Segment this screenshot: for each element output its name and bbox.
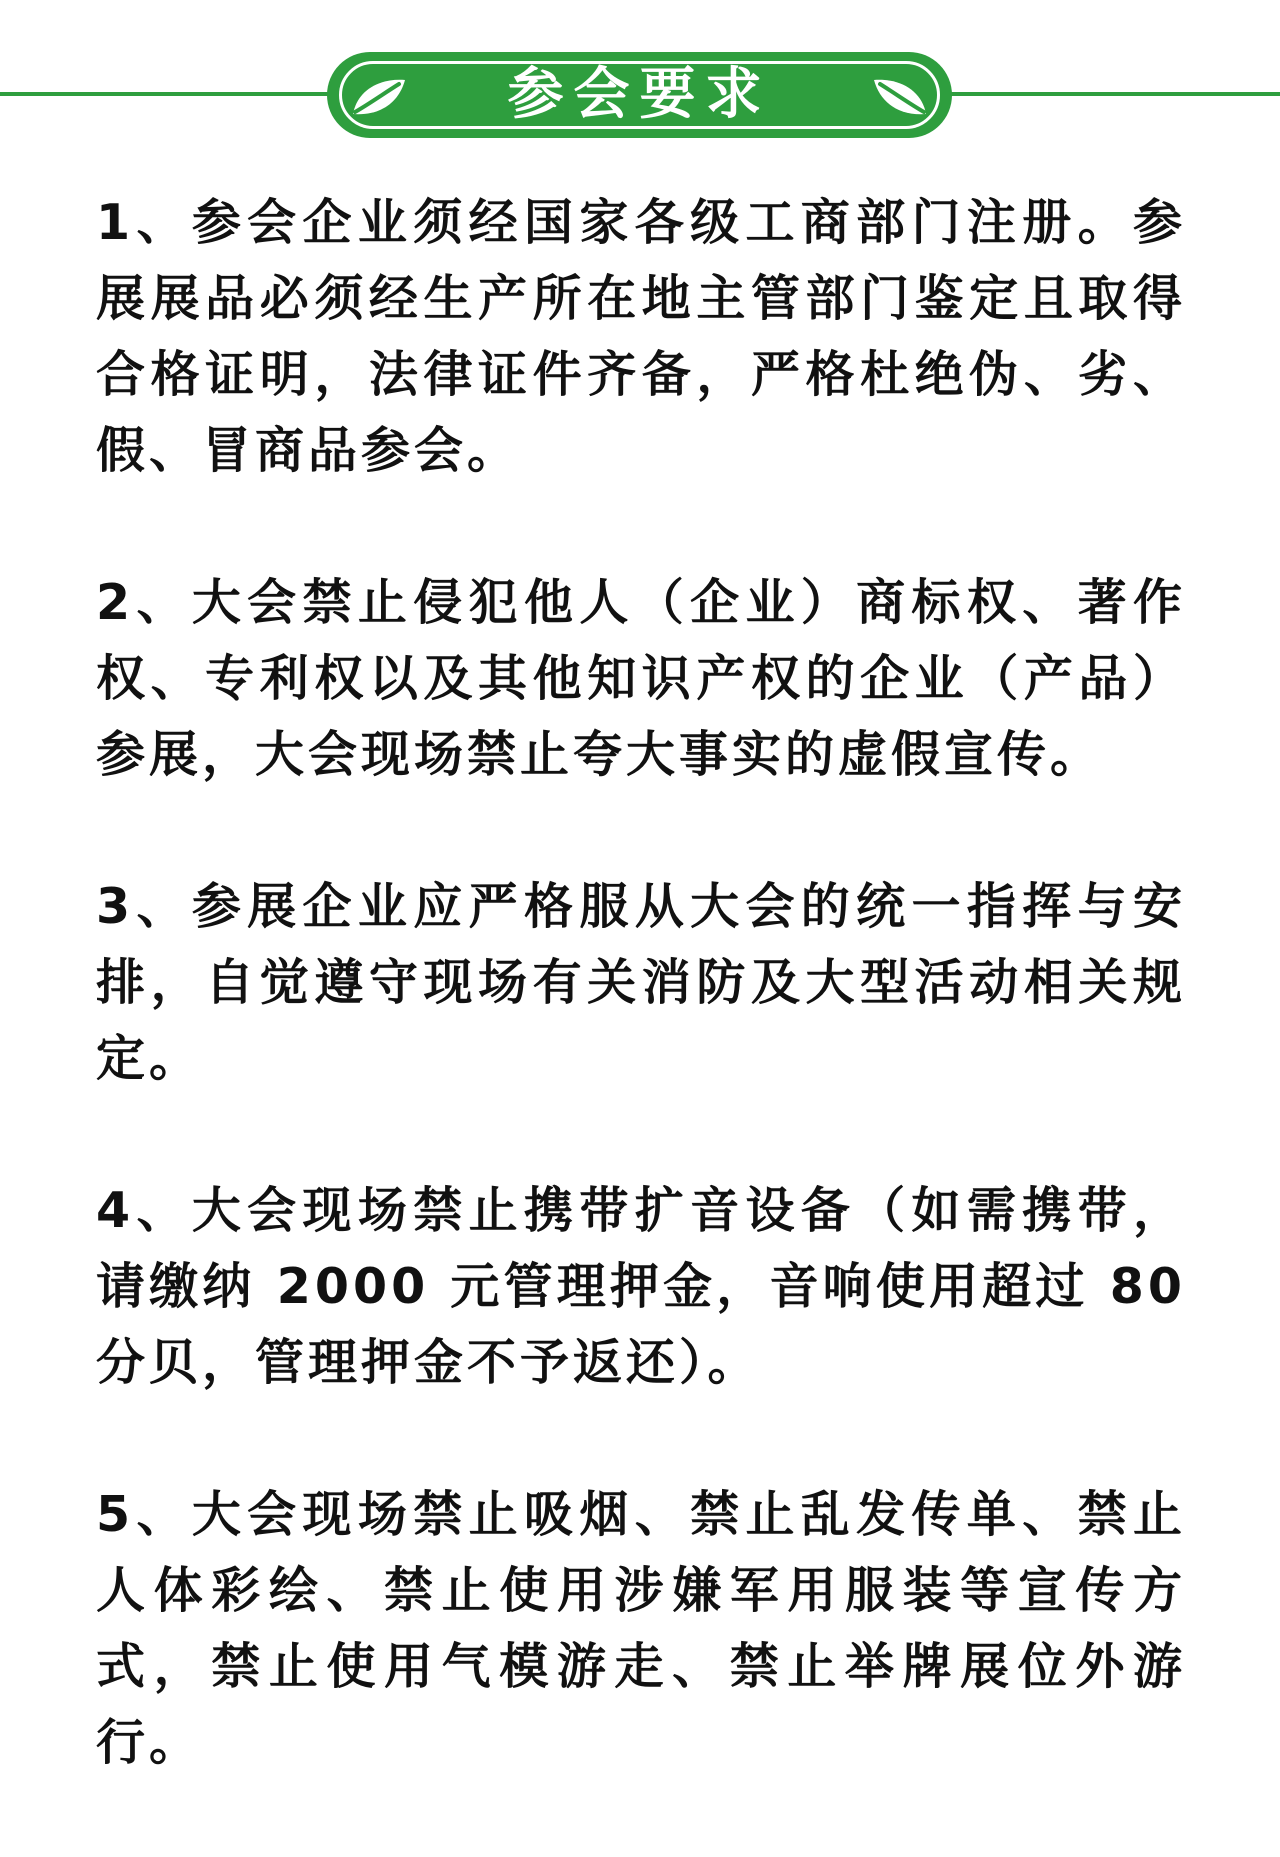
page-title: 参会要求 (507, 62, 772, 127)
leaf-icon (870, 74, 930, 118)
leaf-icon (349, 74, 409, 118)
requirement-item-3: 3、参展企业应严格服从大会的统一指挥与安排，自觉遵守现场有关消防及大型活动相关规定。 (96, 878, 1186, 1087)
header-badge (327, 52, 952, 138)
requirement-item-2: 2、大会禁止侵犯他人（企业）商标权、著作权、专利权以及其他知识产权的企业（产品）参展，大会现场禁止夸大事实的虚假宣传。 (96, 574, 1186, 783)
section-header (0, 40, 1280, 140)
requirement-item-4: 4、大会现场禁止携带扩音设备（如需携带，请缴纳 2000 元管理押金，音响使用超过 80 分贝，管理押金不予返还）。 (96, 1182, 1186, 1391)
requirement-item-1: 1、参会企业须经国家各级工商部门注册。参展展品必须经生产所在地主管部门鉴定且取得合格证明，法律证件齐备，严格杜绝伪、劣、假、冒商品参会。 (96, 194, 1186, 479)
requirement-item-5: 5、大会现场禁止吸烟、禁止乱发传单、禁止人体彩绘、禁止使用涉嫌军用服装等宣传方式，禁止使用气模游走、禁止举牌展位外游行。 (96, 1486, 1186, 1771)
requirements-list (96, 185, 1186, 1857)
